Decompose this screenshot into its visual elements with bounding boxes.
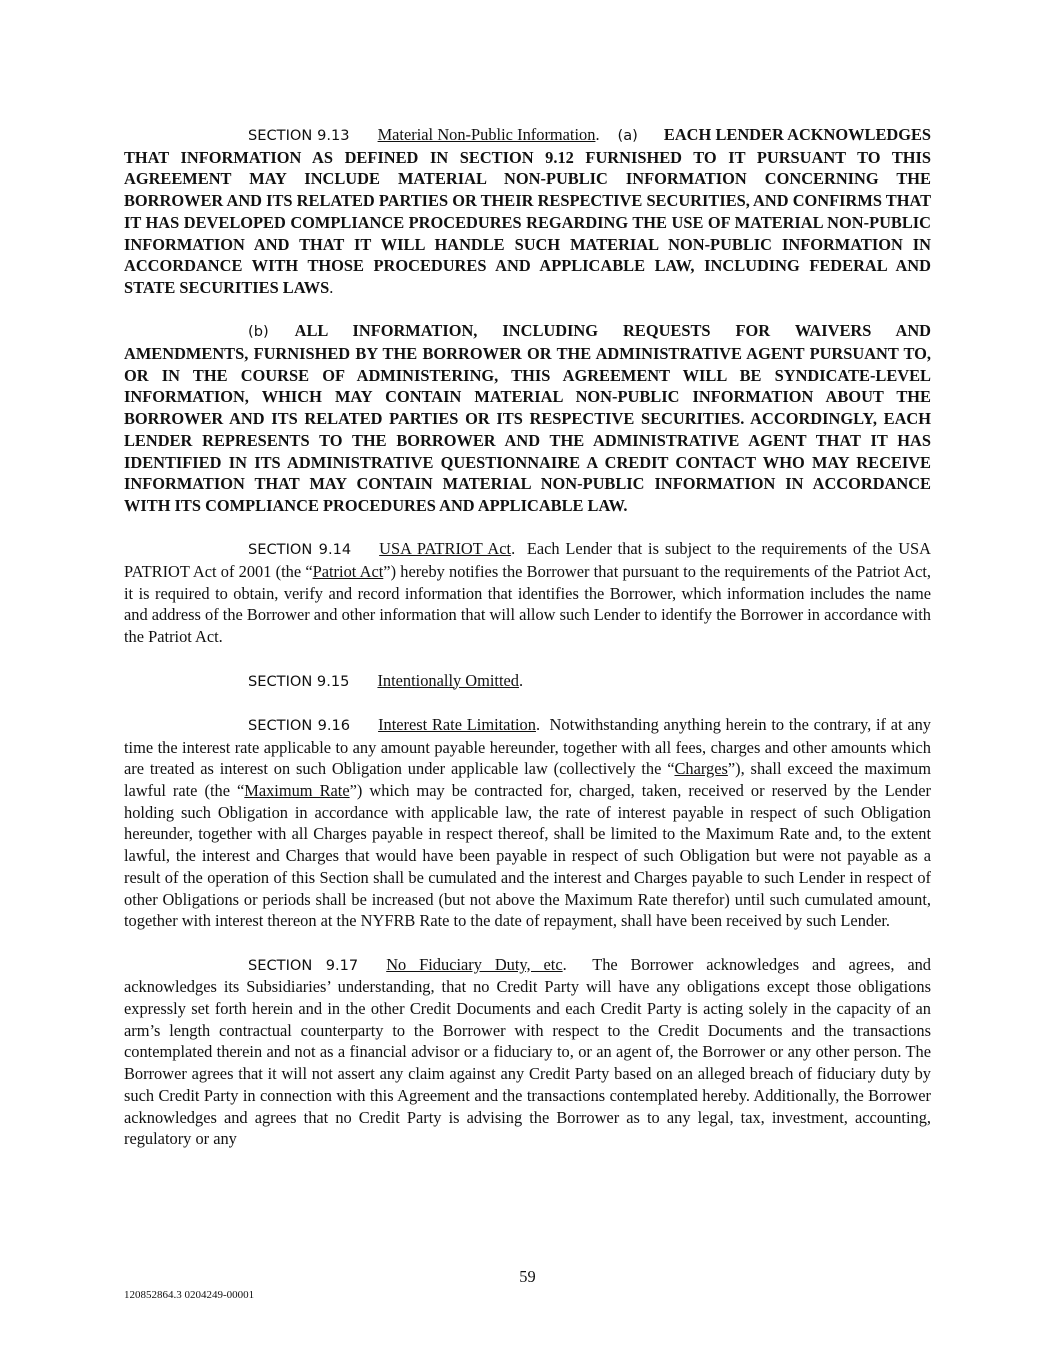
section-text: Each Lender that is subject to the requirements of the USA PATRIOT Act of 2001 (the “ [124, 539, 932, 582]
section-label: SECTION 9.15 [248, 672, 350, 690]
document-page [124, 124, 931, 1172]
page-number: 59 [519, 1267, 536, 1286]
section-text: The Borrower acknowledges and agrees, and acknowledges its Subsidiaries’ understanding, that no Credit Party will have any obligations except those obligations expressly set forth herein and in the other Credit Documents and each Credit Party is acting solely in the capacity of an arm’s length contractual counterparty to the Borrower with respect to the Credit Documents and the transactions contemplated therein and not as a financial advisor or a fiduciary to, or an agent of, the Borrower or any other person. The Borrower agrees that it will not assert any claim against any Credit Party based on an alleged breach of fiduciary duty by such Credit Party in connection with this Agreement and the transactions contemplated hereby. Additionally, the Borrower acknowledges and agrees that no Credit Party is advising the Borrower as to any legal, tax, investment, accounting, regulatory or any [124, 954, 931, 1149]
document-id: 120852864.3 0204249-00001 [124, 1289, 255, 1301]
section-title: Intentionally Omitted [377, 670, 520, 690]
section-text: ”) which may be contracted for, charged, taken, received or reserved by the Lender holding such Obligation in accordance with applicable law, the rate of interest payable in respect of such Obligation hereunder, together with all Charges payable in respect thereof, shall be limited to the Maximum Rate and, to the extent lawful, the interest and Charges that would have been payable in respect of such Obligation but were not payable as a result of the operation of this Section shall be cumulated and the interest and Charges payable to such Lender in respect of other Obligations or periods shall be increased (but not above the Maximum Rate therefor) until such cumulated amount, together with interest thereon at the NYFRB Rate to the date of repayment, shall have been received by such Lender. [124, 781, 931, 931]
section-title: No Fiduciary Duty, etc [386, 954, 563, 974]
section-text: ”) hereby notifies the Borrower that pursuant to the requirements of the Patriot Act, it is required to obtain, verify and record information that identifies the Borrower, which information includes the name and address of the Borrower and other information that will allow such Lender to identify the Borrower in accordance with the Patriot Act. [124, 562, 931, 647]
section-label: SECTION 9.16 [248, 716, 351, 734]
section-text: ”), shall exceed the maximum lawful rate (the “ [124, 759, 931, 801]
section-9-13-paragraph-b [124, 320, 931, 516]
section-text: Notwithstanding anything herein to the contrary, if at any time the interest rate applicable to any amount payable hereunder, together with all fees, charges and other amounts which are treated as interest on such Obligation under applicable law (collectively the “ [124, 714, 931, 779]
section-text: ALL INFORMATION, INCLUDING REQUESTS FOR WAIVERS AND AMENDMENTS, FURNISHED BY THE BORROWER OR THE ADMINISTRATIVE AGENT PURSUANT TO, OR IN THE COURSE OF ADMINISTERING, THIS AGREEMENT WILL BE SYNDICATE-LEVEL INFORMATION, WHICH MAY CONTAIN MATERIAL NON-PUBLIC INFORMATION ABOUT THE BORROWER AND ITS RELATED PARTIES OR ITS RESPECTIVE SECURITIES. ACCORDINGLY, EACH LENDER REPRESENTS TO THE BORROWER AND THE ADMINISTRATIVE AGENT THAT IT HAS IDENTIFIED IN ITS ADMINISTRATIVE QUESTIONNAIRE A CREDIT CONTACT WHO MAY RECEIVE INFORMATION THAT MAY CONTAIN MATERIAL NON-PUBLIC INFORMATION IN ACCORDANCE WITH ITS COMPLIANCE PROCEDURES AND APPLICABLE LAW. [124, 321, 931, 515]
section-label: SECTION 9.13 [248, 127, 350, 144]
section-label: SECTION 9.17 [248, 956, 359, 974]
subsection-label: (b) [248, 323, 269, 341]
defined-term: Maximum Rate [244, 781, 350, 801]
section-label: SECTION 9.14 [248, 541, 352, 559]
section-9-16-paragraph: SECTION 9.16 Interest Rate Limitation. Notwithstanding anything herein to the contrary, if at any time the interest rate applicable to any amount payable hereunder, together with all fees, charges and other amounts which are treated as interest on such Obligation under applicable law (collectively the “Charges”), shall exceed the maximum lawful rate (the “Maximum Rate”) which may be contracted for, charged, taken, received or reserved by the Lender holding such Obligation in accordance with applicable law, the rate of interest payable in respect of such Obligation hereunder, together with all Charges payable in respect thereof, shall be limited to the Maximum Rate and, to the extent lawful, the interest and Charges that would have been payable in respect of such Obligation but were not payable as a result of the operation of this Section shall be cumulated and the interest and Charges payable to such Lender in respect of other Obligations or periods shall be increased (but not above the Maximum Rate therefor) until such cumulated amount, together with interest thereon at the NYFRB Rate to the date of repayment, shall have been received by such Lender. [124, 714, 931, 931]
section-title: USA PATRIOT Act [379, 539, 512, 559]
defined-term: Charges [674, 759, 728, 779]
section-title: Material Non-Public Information [377, 125, 596, 144]
section-9-17-paragraph: SECTION 9.17 No Fiduciary Duty, etc. The Borrower acknowledges and agrees, and acknowledges its Subsidiaries’ understanding, that no Credit Party will have any obligations except those obligations expressly set forth herein and in the other Credit Documents and each Credit Party is acting solely in the capacity of an arm’s length contractual counterparty to the Borrower with respect to the Credit Documents and the transactions contemplated therein and not as a financial advisor or a fiduciary to, or an agent of, the Borrower or any other person. The Borrower agrees that it will not assert any claim against any Credit Party based on an alleged breach of fiduciary duty by such Credit Party in connection with this Agreement and the transactions contemplated hereby. Additionally, the Borrower acknowledges and agrees that no Credit Party is advising the Borrower as to any legal, tax, investment, accounting, regulatory or any [124, 954, 931, 1149]
section-9-15-paragraph: SECTION 9.15 Intentionally Omitted. [248, 670, 524, 690]
section-9-13-paragraph-a: SECTION 9.13 Material Non-Public Information. (a) EACH LENDER ACKNOWLEDGES THAT INFORMATION AS DEFINED IN SECTION 9.12 FURNISHED TO IT PURSUANT TO THIS AGREEMENT MAY INCLUDE MATERIAL NON-PUBLIC INFORMATION CONCERNING THE BORROWER AND ITS RELATED PARTIES OR THEIR RESPECTIVE SECURITIES, AND CONFIRMS THAT IT HAS DEVELOPED COMPLIANCE PROCEDURES REGARDING THE USE OF MATERIAL NON-PUBLIC INFORMATION AND THAT IT WILL HANDLE SUCH MATERIAL NON-PUBLIC INFORMATION IN ACCORDANCE WITH THOSE PROCEDURES AND APPLICABLE LAW, INCLUDING FEDERAL AND STATE SECURITIES LAWS. [124, 125, 932, 297]
section-title: Interest Rate Limitation [378, 714, 536, 734]
subsection-label: (a) [617, 127, 638, 144]
section-text: EACH LENDER ACKNOWLEDGES THAT INFORMATION AS DEFINED IN SECTION 9.12 FURNISHED TO IT PURSUANT TO THIS AGREEMENT MAY INCLUDE MATERIAL NON-PUBLIC INFORMATION CONCERNING THE BORROWER AND ITS RELATED PARTIES OR THEIR RESPECTIVE SECURITIES, AND CONFIRMS THAT IT HAS DEVELOPED COMPLIANCE PROCEDURES REGARDING THE USE OF MATERIAL NON-PUBLIC INFORMATION AND THAT IT WILL HANDLE SUCH MATERIAL NON-PUBLIC INFORMATION IN ACCORDANCE WITH THOSE PROCEDURES AND APPLICABLE LAW, INCLUDING FEDERAL AND STATE SECURITIES LAWS [124, 125, 932, 297]
defined-term: Patriot Act [312, 562, 384, 582]
section-9-14-paragraph: SECTION 9.14 USA PATRIOT Act. Each Lender that is subject to the requirements of the USA PATRIOT Act of 2001 (the “Patriot Act”) hereby notifies the Borrower that pursuant to the requirements of the Patriot Act, it is required to obtain, verify and record information that identifies the Borrower, which information includes the name and address of the Borrower and other information that will allow such Lender to identify the Borrower in accordance with the Patriot Act. [124, 539, 932, 647]
